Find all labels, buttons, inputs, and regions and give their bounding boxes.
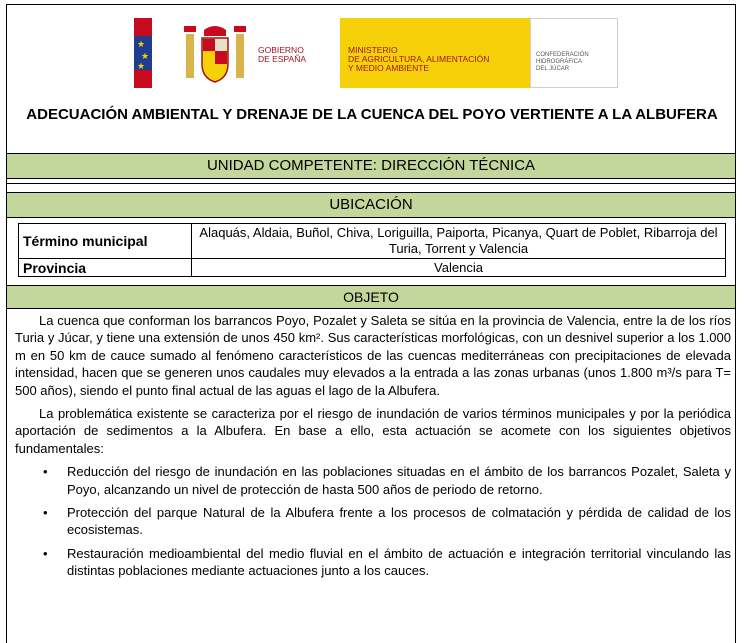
ministerio-text: MINISTERIO DE AGRICULTURA, ALIMENTACIÓN Y MEDIO AMBIENTE bbox=[348, 45, 490, 73]
table-row bbox=[19, 259, 726, 277]
termino-label: Término municipal bbox=[19, 224, 192, 259]
eu-spain-flag-icon: ★ ★ ★ bbox=[134, 18, 152, 88]
ubicacion-table bbox=[18, 223, 726, 277]
table-row bbox=[19, 224, 726, 259]
divider bbox=[7, 183, 735, 184]
ubicacion-heading: UBICACIÓN bbox=[7, 192, 735, 218]
list-item: • Restauración medioambiental del medio fluvial en el ámbito de actuación e integración territorial vinculando las distintas poblaciones mediante actuaciones junto a los cauces. bbox=[43, 545, 731, 579]
institutional-logo-banner bbox=[134, 18, 618, 88]
bullet-icon: • bbox=[43, 464, 48, 480]
unidad-competente-band: UNIDAD COMPETENTE: DIRECCIÓN TÉCNICA bbox=[7, 153, 735, 179]
document-title: ADECUACIÓN AMBIENTAL Y DRENAJE DE LA CUENCA DEL POYO VERTIENTE A LA ALBUFERA bbox=[26, 106, 718, 123]
objectives-list bbox=[15, 463, 731, 579]
provincia-label: Provincia bbox=[19, 259, 192, 277]
document-sheet bbox=[6, 4, 736, 643]
confederacion-text: CONFEDERACIÓN HIDROGRÁFICA DEL JÚCAR bbox=[536, 52, 589, 72]
objeto-body bbox=[15, 312, 731, 586]
list-item: • Protección del parque Natural de la Albufera frente a los procesos de colmatación y pérdida de calidad de los ecosistemas. bbox=[43, 505, 731, 538]
spanish-coat-of-arms-icon bbox=[182, 20, 248, 86]
objeto-heading: OBJETO bbox=[7, 285, 735, 309]
bullet-icon: • bbox=[43, 505, 48, 521]
termino-value: Alaquás, Aldaia, Buñol, Chiva, Loriguilla, Paiporta, Picanya, Quart de Poblet, Ribarroja del Turia, Torrent y Valencia bbox=[192, 224, 726, 259]
paragraph: La cuenca que conforman los barrancos Poyo, Pozalet y Saleta se sitúa en la provincia de Valencia, entre la de los ríos Turia y Júcar, y tiene una extensión de unos 450 km². Sus características morfológicas, con un desnivel superior a los 1.000 m en 50 km de cauce sumado al fenómeno característicos de las cuencas mediterráneas con precipitaciones de elevada intensidad, hacen que se generen unos caudales muy elevados a la entrada a las zonas urbanas (unos 1.800 m³/s para T= 500 años), siendo el punto final actual de las aguas el lago de la Albufera. bbox=[15, 313, 731, 398]
gobierno-text: GOBIERNO DE ESPAÑA bbox=[258, 45, 307, 64]
provincia-value: Valencia bbox=[192, 259, 726, 277]
paragraph: La problemática existente se caracteriza por el riesgo de inundación de varios términos municipales y por la periódica aportación de sedimentos a la Albufera. En base a ello, esta actuación se acomete con los siguientes objetivos fundamentales: bbox=[15, 406, 731, 456]
list-item: • Reducción del riesgo de inundación en las poblaciones situadas en el ámbito de los barrancos Pozalet, Saleta y Poyo, alcanzando un nivel de protección de hasta 500 años de periodo de retorno. bbox=[43, 464, 731, 497]
bullet-icon: • bbox=[43, 545, 48, 561]
